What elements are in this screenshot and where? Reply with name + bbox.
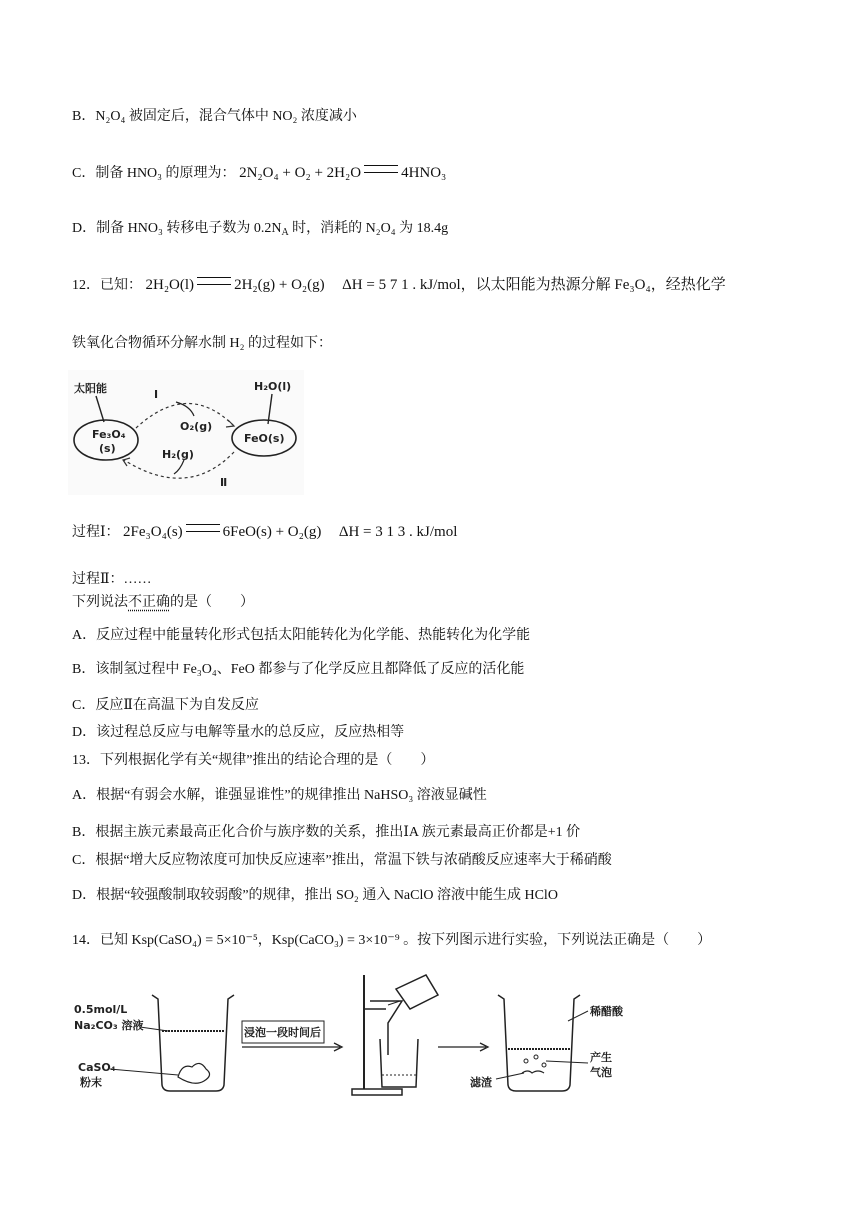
label-h2: H₂(g) [162,448,194,461]
option-11-c-prefix: C．制备 HNO₃ 的原理为： [72,166,236,181]
beaker-3 [498,995,580,1091]
experiment-diagram [70,965,650,1100]
option-13-a: A．根据“有弱会水解，谁强显谁性”的规律推出 NaHSO₃ 溶液显碱性 [72,788,487,803]
q12-delta-h: ΔH = 5 7 1 . kJ/mol，以太阳能为热源分解 Fe₃O₄，经热化学 [342,277,726,293]
label-fe3o4-state: (s) [99,442,116,455]
equal-sign [197,277,231,285]
question-13-stem: 13．下列根据化学有关“规律”推出的结论合理的是（ ） [72,753,435,768]
label-fe3o4: Fe₃O₄ [92,428,126,441]
question-14-stem: 14．已知 Ksp(CaSO₄) = 5×10⁻⁵，Ksp(CaCO₃) = 3×10⁻⁹ 。按下列图示进行实验，下列说法正确是（ ） [72,933,712,948]
process-2: 过程Ⅱ：…… [72,572,152,587]
equation-left: 2N₂O₄ + O₂ + 2H₂O [239,165,362,181]
receiving-beaker [380,1039,418,1087]
label-solar: 太阳能 [74,382,107,395]
equation-right: 4HNO₃ [401,165,447,181]
question-12-ask [72,593,254,613]
q12-eq-left: 2H₂O(l) [145,277,195,293]
option-11-d [72,219,448,239]
iron-oxide-cycle-diagram [68,370,304,495]
q12-ask-emphasis: 不正确 [128,595,170,610]
label-o2: O₂(g) [180,420,213,433]
label-water: H₂O(l) [254,380,292,393]
q12-prefix: 12．已知： [72,278,142,293]
beaker-1 [152,995,234,1091]
option-11-d-text: D．制备 HNO₃ 转移电子数为 0.2N [72,221,282,236]
option-13-d: D．根据“较强酸制取较弱酸”的规律，推出 SO₂ 通入 NaClO 溶液中能生成 HClO [72,888,558,903]
option-12-c: C．反应Ⅱ在高温下为自发反应 [72,698,259,713]
option-11-c [72,163,446,184]
question-12-stem-line2: 铁氧化合物循环分解水制 H₂ 的过程如下： [72,336,332,351]
label-powder: 粉末 [80,1076,102,1089]
process-1-delta-h: ΔH = 3 1 3 . kJ/mol [338,524,458,540]
option-13-c: C．根据“增大反应物浓度可加快反应速率”推出，常温下铁与浓硝酸反应速率大于稀硝酸 [72,853,612,868]
pouring-beaker [396,975,438,1009]
process-1-eq-right: 6FeO(s) + O₂(g) [222,524,322,540]
option-11-d-rest: 时，消耗的 N₂O₄ 为 18.4g [288,221,449,236]
avogadro-subscript: A [281,227,289,238]
question-12-stem [72,275,726,296]
process-1 [72,522,457,543]
equal-sign [364,165,398,173]
option-12-b: B．该制氢过程中 Fe₃O₄、FeO 都参与了化学反应且都降低了反应的活化能 [72,662,525,677]
q12-ask-a: 下列说法 [72,595,128,610]
option-11-b: B．N₂O₄ 被固定后，混合气体中 NO₂ 浓度减小 [72,109,357,124]
q12-ask-b: 的是（ ） [170,595,254,610]
label-bubble-2: 气泡 [590,1066,612,1079]
label-residue: 滤渣 [470,1076,492,1089]
option-12-d: D．该过程总反应与电解等量水的总反应，反应热相等 [72,725,405,740]
label-acetic-acid: 稀醋酸 [590,1005,623,1018]
process-1-prefix: 过程Ⅰ： [72,525,120,540]
label-step1: Ⅰ [154,388,159,401]
label-caso4: CaSO₄ [78,1061,116,1074]
powder-lump [178,1063,210,1083]
label-concentration: 0.5mol/L [74,1003,128,1016]
process-1-eq-left: 2Fe₃O₄(s) [123,524,183,540]
q12-eq-right: 2H₂(g) + O₂(g) [234,277,325,293]
label-na2co3: Na₂CO₃ 溶液 [74,1019,144,1032]
label-bubble-1: 产生 [590,1051,612,1064]
label-feo: FeO(s) [244,432,285,445]
equal-sign [186,524,220,532]
label-soak: 浸泡一段时间后 [244,1026,321,1039]
label-step2: Ⅱ [220,476,228,489]
option-13-b: B．根据主族元素最高正化合价与族序数的关系，推出ⅠA 族元素最高正价都是+1 价 [72,825,581,840]
option-12-a: A．反应过程中能量转化形式包括太阳能转化为化学能、热能转化为化学能 [72,628,531,643]
